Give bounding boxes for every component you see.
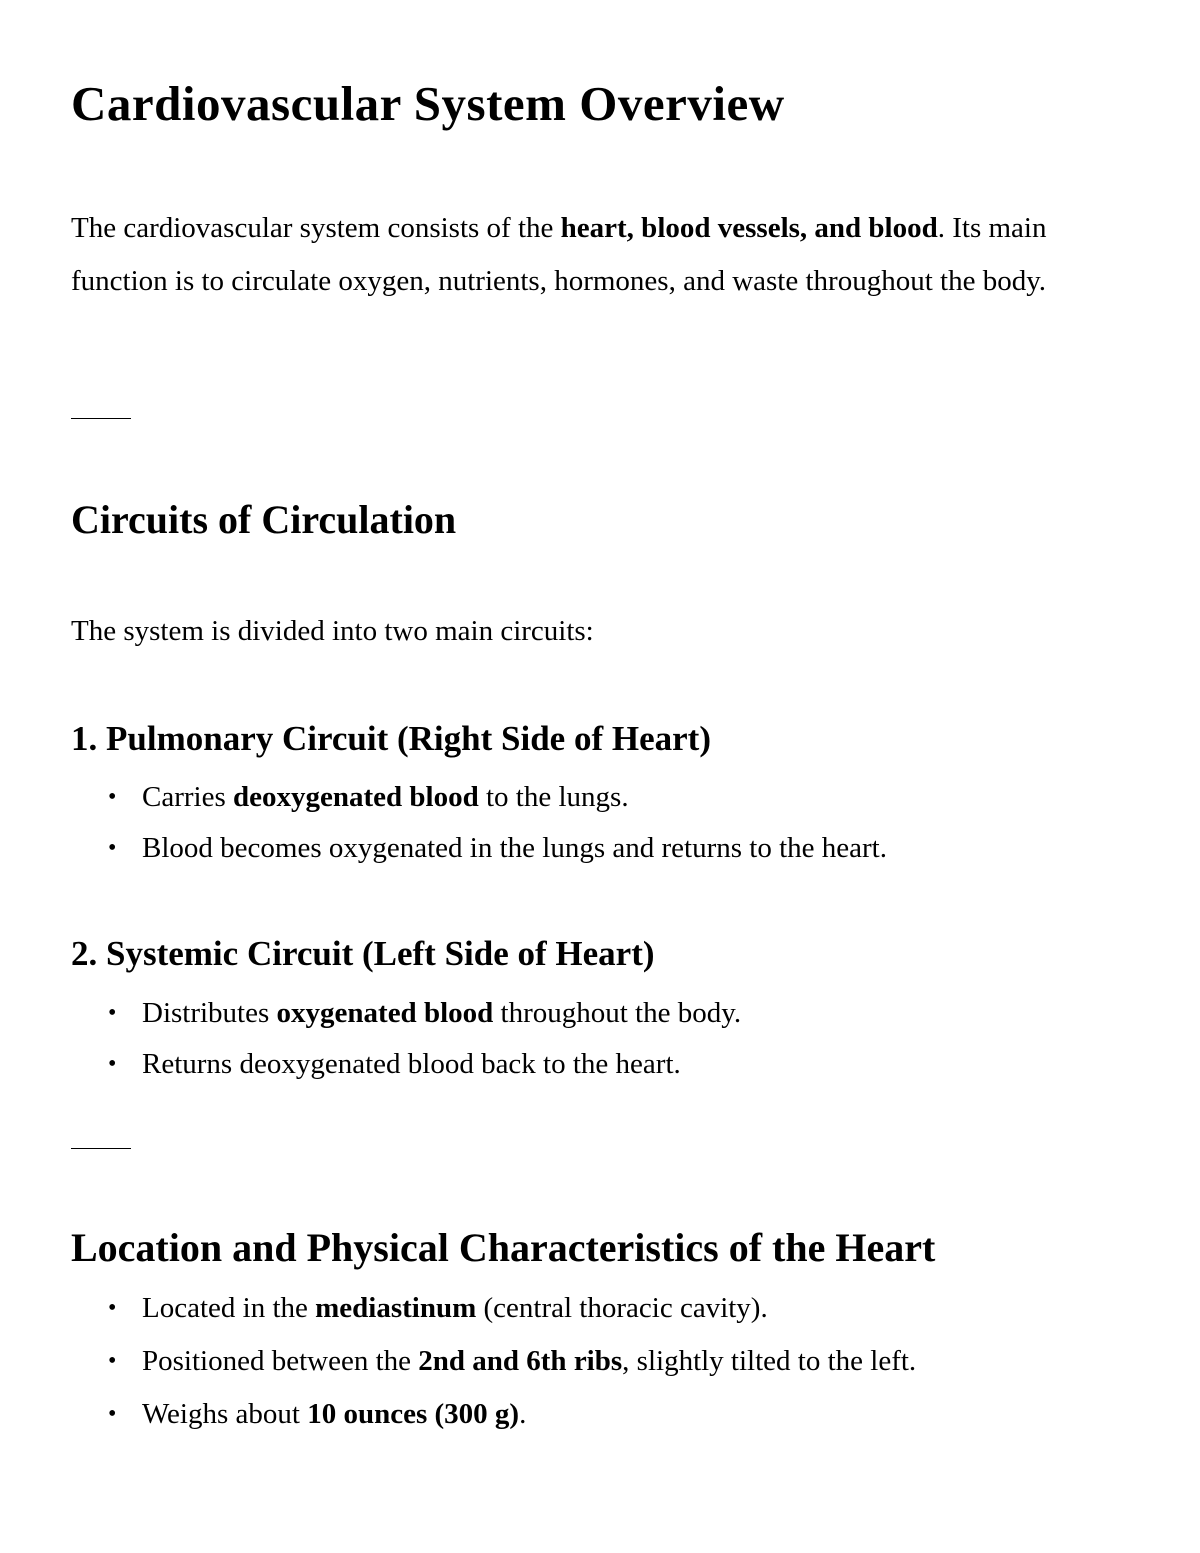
list-item — [71, 988, 741, 1039]
bullet-icon: • — [108, 835, 117, 861]
item-bold-text: mediastinum — [315, 1292, 477, 1324]
systemic-list — [71, 988, 741, 1090]
intro-bold-text: heart, blood vessels, and blood — [560, 212, 938, 244]
location-list — [71, 1282, 916, 1441]
pulmonary-list — [71, 772, 887, 874]
bullet-icon: • — [108, 1401, 117, 1427]
list-item — [71, 1282, 916, 1335]
bullet-icon: • — [108, 1051, 117, 1077]
item-bold-text: oxygenated blood — [276, 997, 494, 1029]
intro-paragraph — [71, 202, 1131, 308]
bullet-icon: • — [108, 1295, 117, 1321]
circuits-lead: The system is divided into two main circuits: — [71, 615, 594, 647]
circuits-heading: Circuits of Circulation — [71, 497, 457, 542]
item-text-tail: to the lungs. — [478, 781, 629, 813]
intro-text: The cardiovascular system consists of the — [71, 212, 561, 244]
item-text: Returns deoxygenated blood back to the heart. — [142, 1048, 681, 1080]
bullet-icon: • — [108, 1000, 117, 1026]
item-text-tail: (central thoracic cavity). — [476, 1292, 768, 1324]
list-item — [71, 823, 887, 874]
list-item — [71, 1388, 916, 1441]
intro-text-tail: . Its main function is to circulate oxygen, nutrients, hormones, and waste throughout the body. — [71, 212, 1047, 297]
item-text-tail: , slightly tilted to the left. — [622, 1345, 917, 1377]
item-text: Distributes — [142, 997, 277, 1029]
item-bold-text: 2nd and 6th ribs — [418, 1345, 623, 1377]
bullet-icon: • — [108, 784, 117, 810]
section-divider — [71, 418, 131, 419]
item-text-tail: . — [519, 1398, 527, 1430]
list-item — [71, 772, 887, 823]
item-text-tail: throughout the body. — [493, 997, 742, 1029]
bullet-icon: • — [108, 1348, 117, 1374]
item-text: Located in the — [142, 1292, 316, 1324]
section-divider — [71, 1148, 131, 1149]
pulmonary-heading: 1. Pulmonary Circuit (Right Side of Heart) — [71, 719, 711, 758]
item-text: Blood becomes oxygenated in the lungs and returns to the heart. — [142, 832, 887, 864]
systemic-heading: 2. Systemic Circuit (Left Side of Heart) — [71, 934, 655, 973]
item-bold-text: deoxygenated blood — [233, 781, 479, 813]
list-item — [71, 1039, 741, 1090]
document-title: Cardiovascular System Overview — [71, 76, 785, 131]
item-bold-text: 10 ounces (300 g) — [307, 1398, 520, 1430]
list-item — [71, 1335, 916, 1388]
item-text: Positioned between the — [142, 1345, 419, 1377]
item-text: Weighs about — [142, 1398, 308, 1430]
item-text: Carries — [142, 781, 233, 813]
location-heading: Location and Physical Characteristics of the Heart — [71, 1225, 936, 1270]
